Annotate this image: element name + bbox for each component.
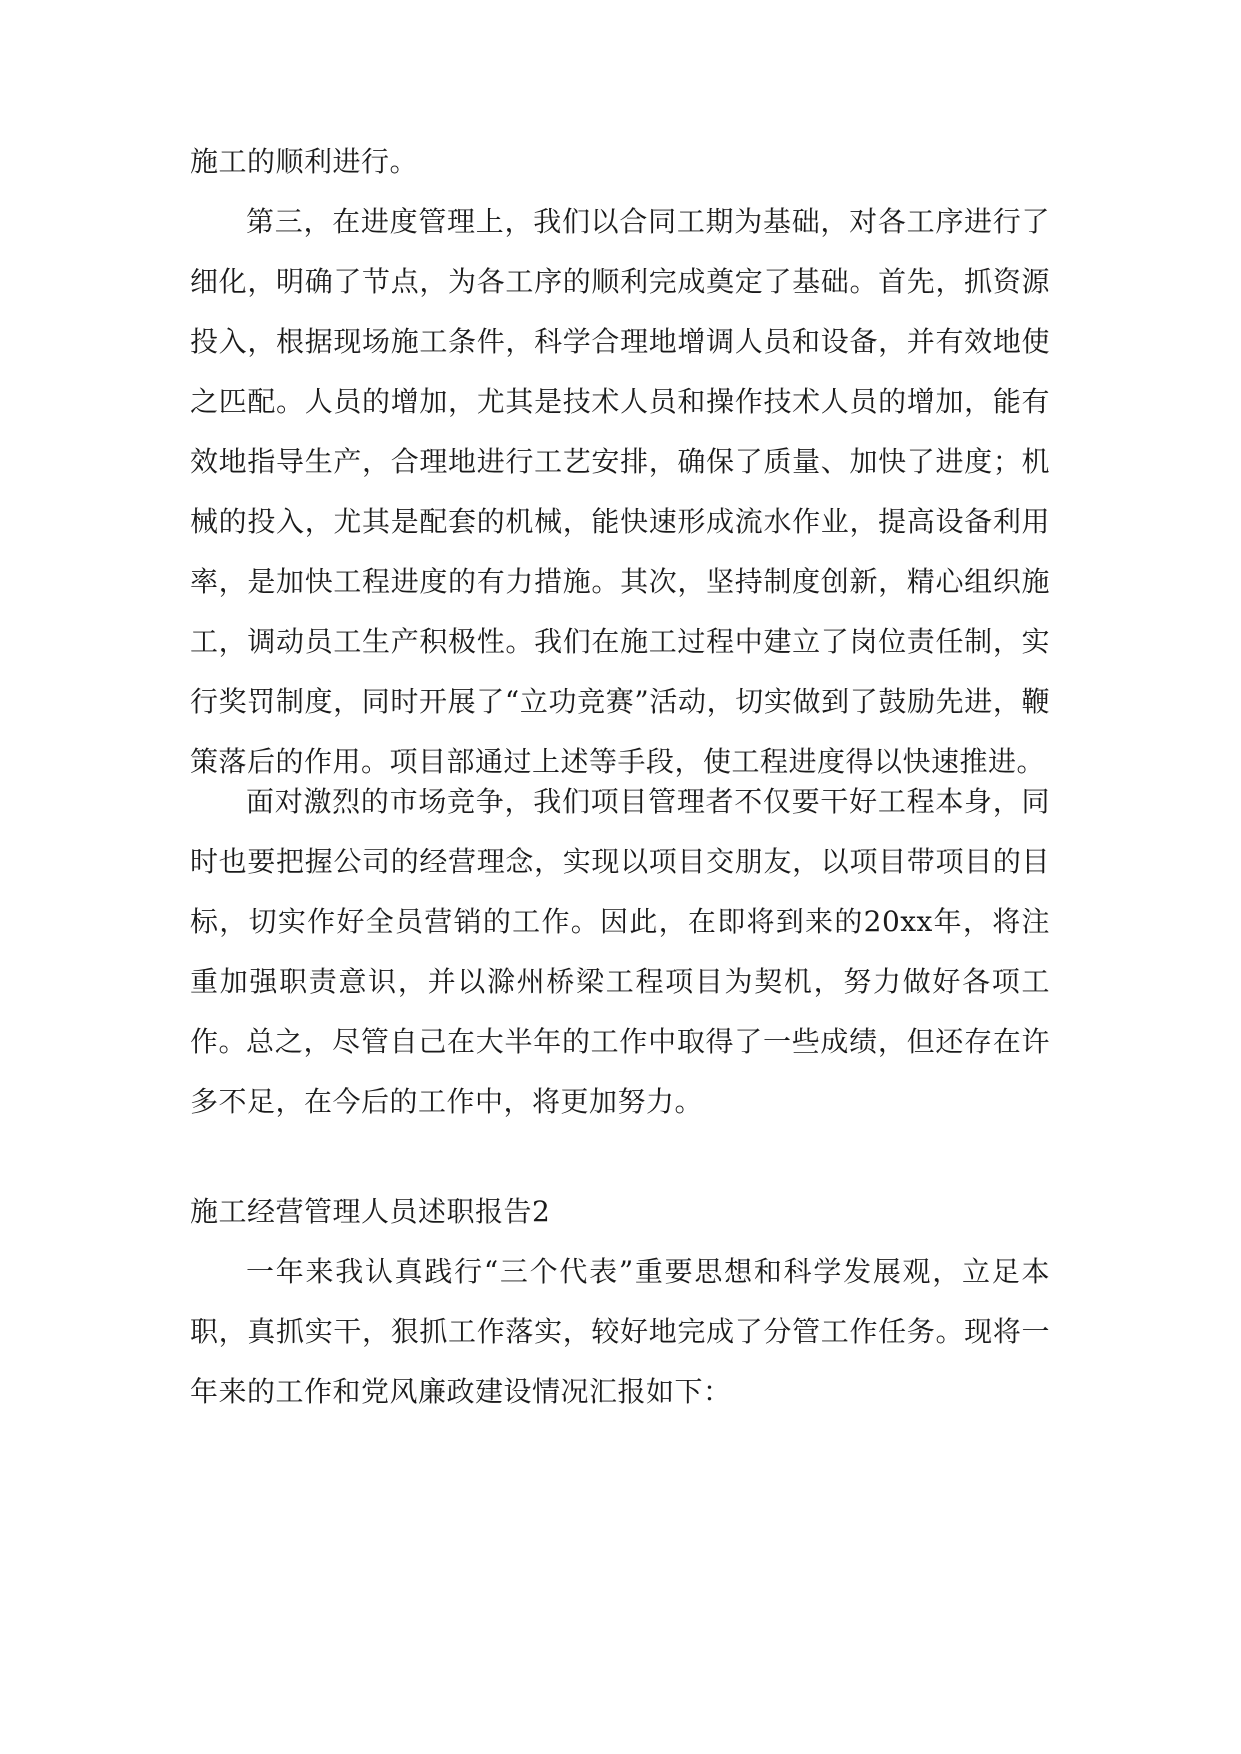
paragraph-market-competition: 面对激烈的市场竞争，我们项目管理者不仅要干好工程本身，同时也要把握公司的经营理念，实现以项目交朋友，以项目带项目的目标，切实作好全员营销的工作。因此，在即将到来的20xx年，将注重加强职责意识，并以滁州桥梁工程项目为契机，努力做好各项工作。 xyxy=(190,785,1050,1058)
paragraph-summary-block xyxy=(190,1012,1050,1132)
report-title: 施工经营管理人员述职报告2 xyxy=(190,1195,551,1228)
paragraph-progress-block xyxy=(190,192,1050,792)
continuation-text xyxy=(190,132,1050,192)
paragraph-report-intro-block xyxy=(190,1242,1050,1422)
paragraph-progress-management: 第三，在进度管理上，我们以合同工期为基础，对各工序进行了细化，明确了节点，为各工序的顺利完成奠定了基础。首先，抓资源投入，根据现场施工条件，科学合理地增调人员和设备，并有效地使之匹配。人员的增加，尤其是技术人员和操作技术人员的增加，能有效地指导生产，合理地进行工艺安排，确保了质量、加快了进度；机械的投入，尤其是配套的机械，能快速形成流水作业，提高设备利用率，是加快工程进度的有力措施。其次，坚持制度创新，精心组织施工，调动员工生产积极性。我们在施工过程中建立了岗位责任制，实行奖罚制度，同时开展了“立功竞赛”活动，切实做到了鼓励先进，鞭策落后的作用。项目部通过上述等手段，使工程进度得以快速推进。 xyxy=(190,205,1050,778)
paragraph-continuation: 施工的顺利进行。 xyxy=(190,145,419,178)
paragraph-summary: 总之，尽管自己在大半年的工作中取得了一些成绩，但还存在许多不足，在今后的工作中，将更加努力。 xyxy=(190,1025,1050,1118)
paragraph-report-intro: 一年来我认真践行“三个代表”重要思想和科学发展观，立足本职，真抓实干，狠抓工作落实，较好地完成了分管工作任务。现将一年来的工作和党风廉政建设情况汇报如下： xyxy=(190,1255,1050,1408)
